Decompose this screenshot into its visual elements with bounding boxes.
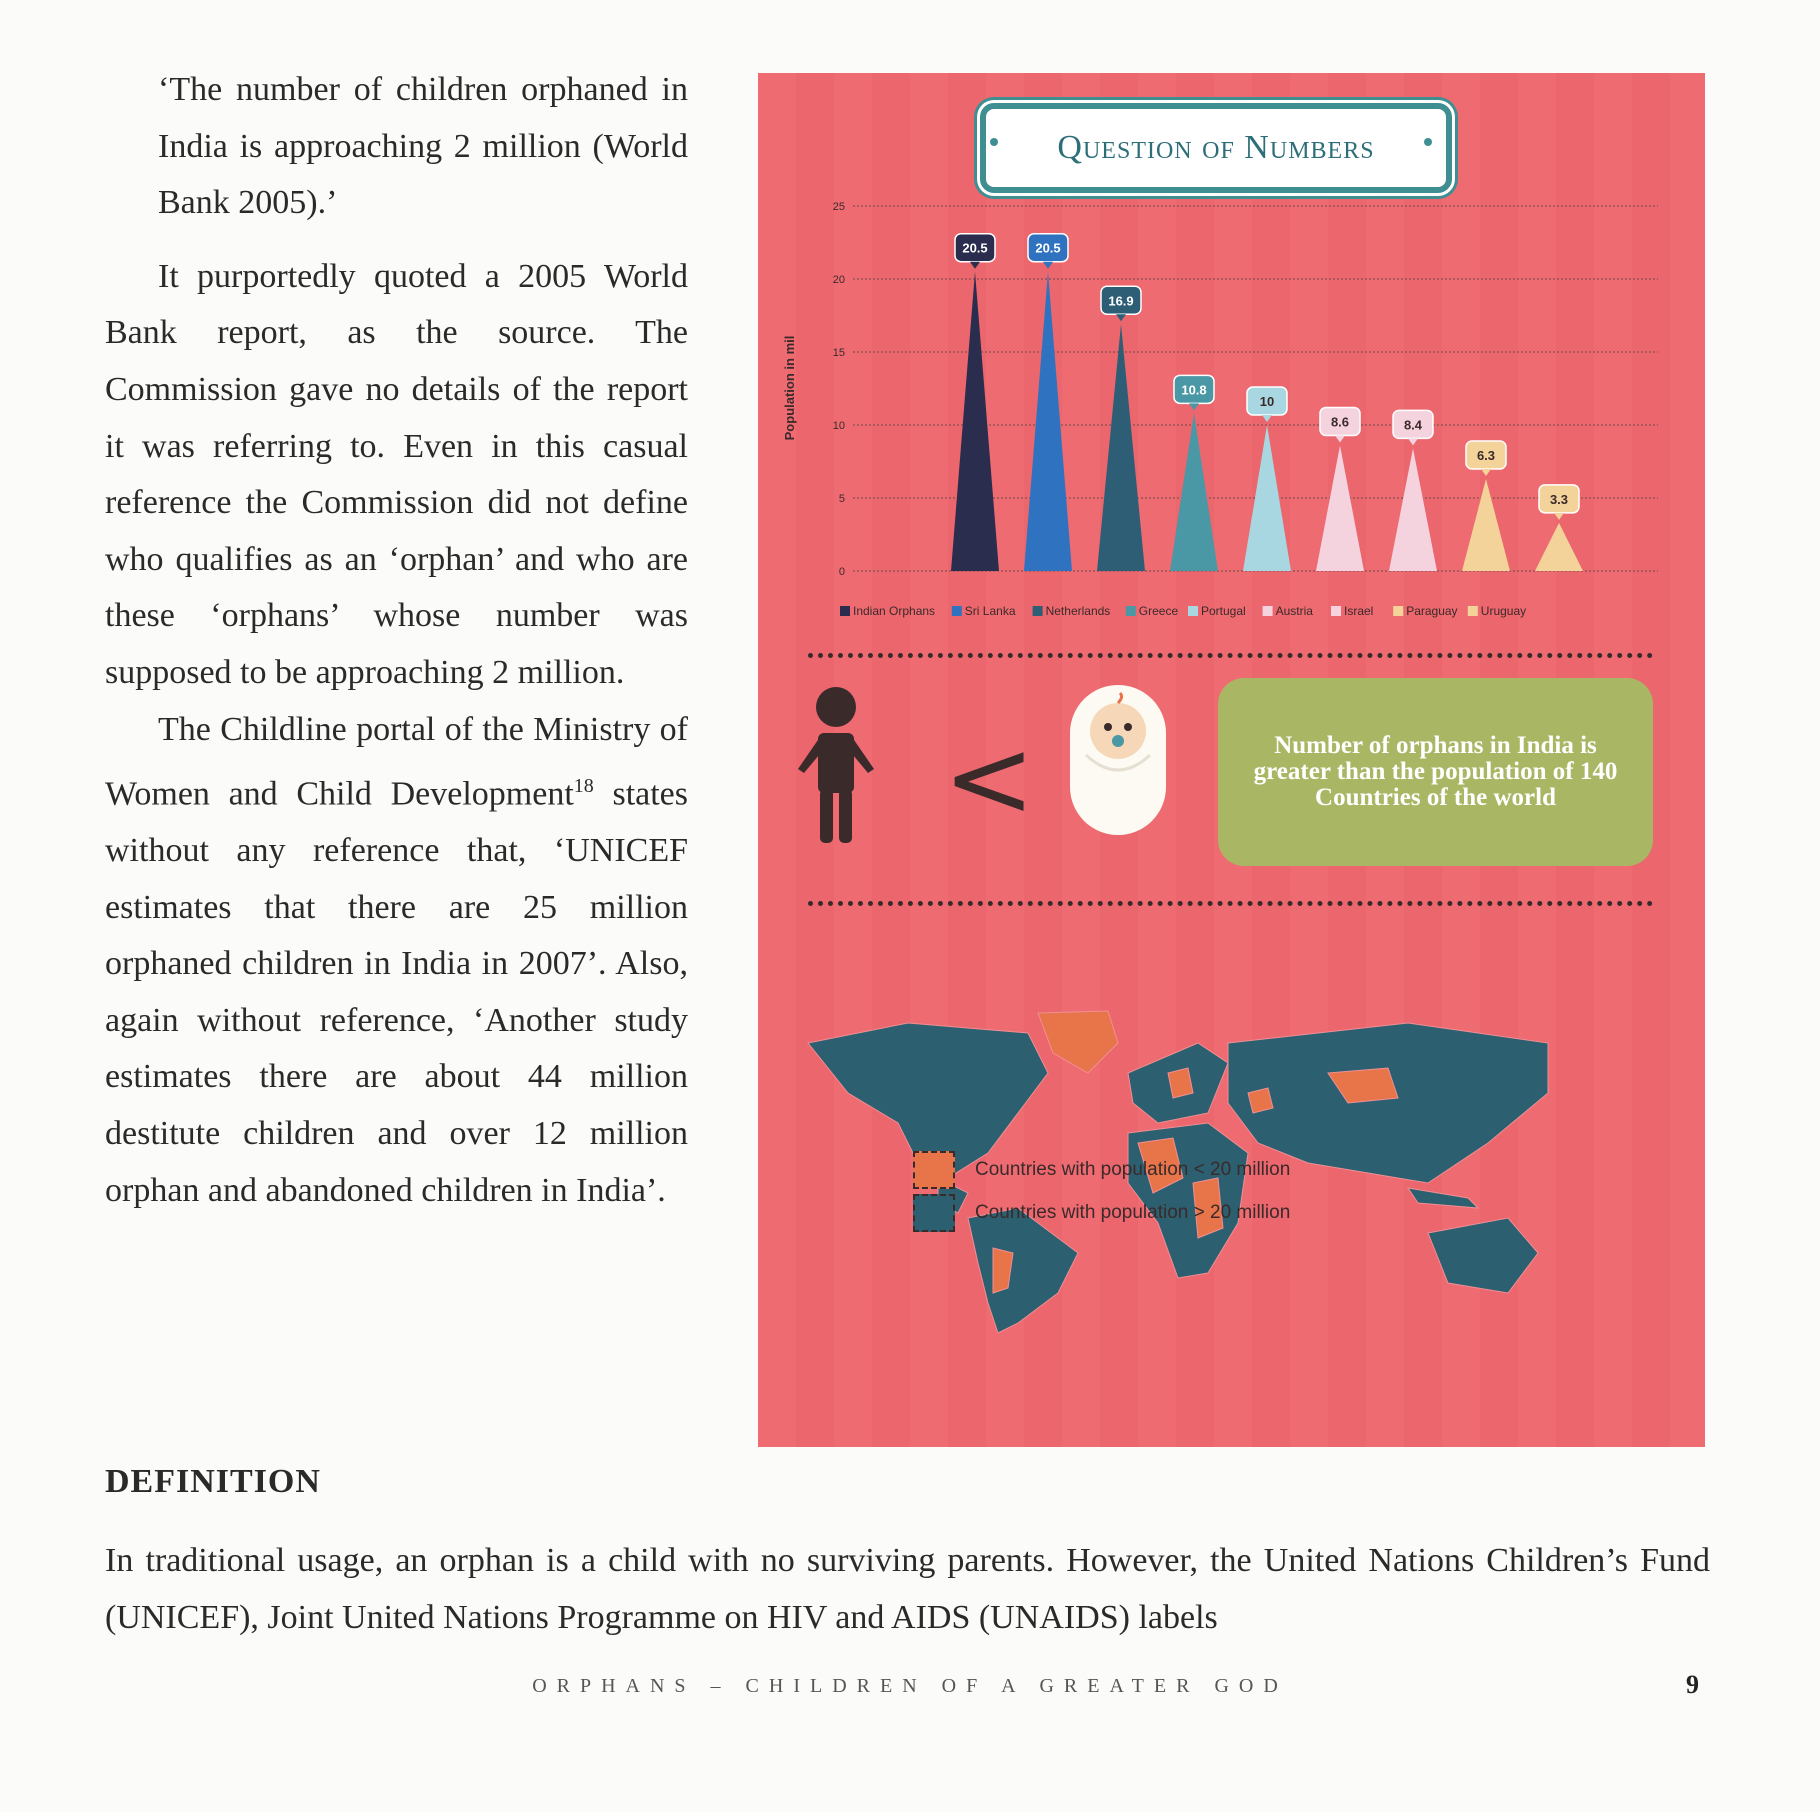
legend-label-large: Countries with population > 20 million bbox=[975, 1202, 1291, 1223]
quote-paragraph: ‘The number of children orphaned in India is approaching 2 million (World Bank 2005).’ bbox=[158, 71, 688, 222]
map-islands bbox=[1408, 1188, 1478, 1208]
legend-swatch bbox=[1468, 606, 1478, 616]
data-label-pointer bbox=[1116, 314, 1126, 321]
legend-swatch-large bbox=[913, 1194, 955, 1232]
legend-swatch bbox=[1033, 606, 1043, 616]
data-label-pointer bbox=[1335, 435, 1345, 442]
data-label-pointer bbox=[1481, 469, 1491, 476]
bar-uruguay bbox=[1535, 523, 1583, 571]
infographic bbox=[758, 73, 1705, 1447]
orphan-note-text: Number of orphans in India is greater than the population of 140 Countries of the world bbox=[1253, 732, 1618, 811]
data-label: 6.3 bbox=[1476, 448, 1496, 464]
data-label: 10 bbox=[1259, 394, 1275, 409]
legend-label-small: Countries with population < 20 million bbox=[975, 1159, 1291, 1180]
left-column bbox=[105, 62, 688, 1219]
section-heading: DEFINITION bbox=[105, 1463, 321, 1500]
bar-chart bbox=[758, 73, 1705, 653]
page-number: 9 bbox=[1686, 1670, 1699, 1699]
data-label: 3.3 bbox=[1549, 491, 1569, 507]
bottom-paragraph: In traditional usage, an orphan is a child with no surviving parents. However, the United Nations Children’s Fund (UNICEF), Joint United Nations Programme on HIV and AIDS (UNAIDS) labels bbox=[105, 1542, 1710, 1636]
less-than-symbol: < bbox=[943, 714, 1036, 842]
data-label-pointer bbox=[1043, 262, 1053, 269]
bar-israel bbox=[1389, 448, 1437, 571]
legend-swatch-small bbox=[913, 1151, 955, 1189]
data-label: 10.8 bbox=[1181, 382, 1207, 398]
y-tick-label: 5 bbox=[838, 493, 845, 505]
legend-label: Indian Orphans bbox=[853, 604, 936, 618]
map-legend-large bbox=[913, 1194, 1290, 1232]
dotted-separator-bottom bbox=[808, 901, 1653, 906]
legend-label: Uruguay bbox=[1480, 604, 1527, 618]
data-label: 20.5 bbox=[962, 240, 988, 256]
map-greenland bbox=[1038, 1011, 1118, 1073]
legend-swatch bbox=[1188, 606, 1198, 616]
data-label: 16.9 bbox=[1108, 293, 1134, 309]
footnote-ref[interactable]: 18 bbox=[573, 775, 594, 798]
legend-label: Austria bbox=[1275, 604, 1313, 618]
map-legend-small bbox=[913, 1151, 1290, 1189]
map-australia bbox=[1428, 1218, 1538, 1293]
bar-indian-orphans bbox=[951, 272, 999, 571]
childline-text-cont: states without any reference that, ‘UNICEF estimates that there are 25 million orphaned children in India in 2007’. Also, again without reference, ‘Another study estimates there are about 44 million destitute children and over 12 million orphan and abandoned children in India’. bbox=[105, 775, 689, 1209]
orphan-note bbox=[1218, 678, 1653, 866]
y-axis-label: Population in mil bbox=[782, 335, 797, 441]
running-footer: ORPHANS – CHILDREN OF A GREATER GOD bbox=[532, 1675, 1288, 1697]
bar-greece bbox=[1170, 413, 1218, 571]
map-asia-small-2 bbox=[1248, 1088, 1273, 1113]
bar-austria bbox=[1316, 445, 1364, 571]
data-label-pointer bbox=[1408, 438, 1418, 445]
childline-text: The Childline portal of the Ministry of Women and Child Development bbox=[105, 710, 688, 813]
y-tick-label: 25 bbox=[832, 201, 845, 213]
data-label-pointer bbox=[970, 262, 980, 269]
legend-label: Greece bbox=[1138, 604, 1179, 618]
legend-swatch bbox=[1263, 606, 1273, 616]
legend-label: Israel bbox=[1344, 604, 1374, 618]
body-paragraph: It purportedly quoted a 2005 World Bank report, as the source. The Commission gave no details of the report it was referring to. Even in this casual reference the Commission did not define who qualifies as an ‘orphan’ and who are these ‘orphans’ whose number was supposed to be approaching 2 million. bbox=[105, 257, 688, 691]
data-label-pointer bbox=[1189, 403, 1199, 410]
legend-label: Portugal bbox=[1201, 604, 1246, 618]
y-tick-label: 10 bbox=[832, 420, 845, 432]
data-label-pointer bbox=[1554, 513, 1564, 520]
data-label: 20.5 bbox=[1035, 240, 1061, 256]
body-paragraph-childline bbox=[105, 702, 688, 1220]
infographic-title: Question of Numbers bbox=[1057, 129, 1375, 166]
legend-label: Paraguay bbox=[1406, 604, 1458, 618]
legend-label: Netherlands bbox=[1045, 604, 1111, 618]
data-label: 8.6 bbox=[1330, 414, 1350, 430]
y-tick-label: 0 bbox=[838, 566, 845, 578]
legend-label: Sri Lanka bbox=[964, 604, 1016, 618]
baby-icon bbox=[1070, 685, 1166, 835]
legend-swatch bbox=[840, 606, 850, 616]
baby-face-icon bbox=[1070, 685, 1166, 835]
legend-swatch bbox=[952, 606, 962, 616]
legend-swatch bbox=[1126, 606, 1136, 616]
y-tick-label: 15 bbox=[832, 347, 845, 359]
bar-netherlands bbox=[1097, 324, 1145, 571]
legend-swatch bbox=[1331, 606, 1341, 616]
bar-sri-lanka bbox=[1024, 272, 1072, 571]
y-tick-label: 20 bbox=[832, 274, 845, 286]
dotted-separator-top bbox=[808, 653, 1653, 658]
map-europe-small bbox=[1168, 1068, 1193, 1098]
data-label-pointer bbox=[1262, 415, 1272, 422]
child-icon bbox=[796, 685, 876, 845]
data-label: 8.4 bbox=[1403, 417, 1423, 433]
legend-swatch bbox=[1393, 606, 1403, 616]
bar-paraguay bbox=[1462, 479, 1510, 571]
